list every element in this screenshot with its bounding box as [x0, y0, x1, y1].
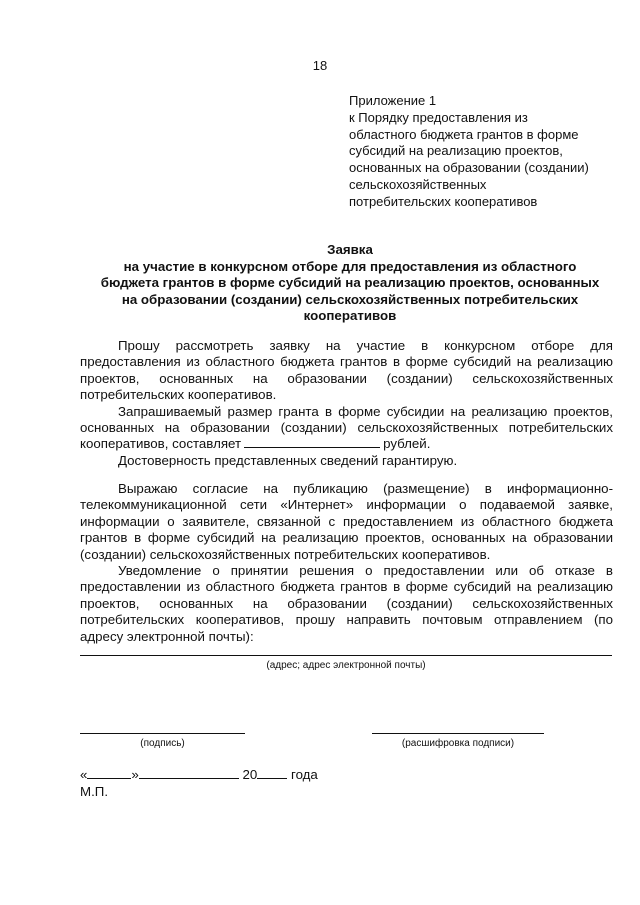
signature-caption: (подпись) — [140, 738, 185, 749]
document-title — [80, 242, 620, 325]
request-section — [80, 338, 613, 469]
appendix-line: основанных на образовании (создании) — [349, 160, 589, 176]
title-heading: Заявка — [327, 242, 373, 257]
day-blank[interactable] — [87, 766, 131, 779]
title-line: бюджета грантов в форме субсидий на реализацию проектов, основанных — [100, 275, 600, 290]
appendix-line: к Порядку предоставления из — [349, 109, 528, 125]
month-blank[interactable] — [139, 766, 239, 779]
address-caption: (адрес; адрес электронной почты) — [266, 660, 426, 671]
notification-paragraph: Уведомление о принятии решения о предоставлении или об отказе в предоставлении из областного бюджета грантов в форме субсидий на реализацию проектов, основанных на образовании (создании) сельскохозяйственных потребительских кооперативов, прошу направить почтовым отправлением (по адресу электронной почты): — [80, 563, 613, 644]
date-line — [80, 766, 318, 782]
appendix-line: Приложение 1 — [349, 93, 437, 108]
title-line: на образовании (создании) сельскохозяйственных потребительских — [121, 291, 579, 307]
grant-amount-paragraph — [80, 404, 613, 453]
appendix-block — [349, 93, 619, 211]
date-close-quote: » — [131, 767, 139, 782]
appendix-line: субсидий на реализацию проектов, — [349, 143, 563, 159]
title-line: кооперативов — [303, 308, 397, 323]
accuracy-paragraph: Достоверность представленных сведений гарантирую. — [118, 452, 458, 468]
address-line[interactable] — [80, 655, 612, 656]
signature-decoding-line[interactable] — [372, 733, 544, 734]
appendix-line: сельскохозяйственных — [349, 176, 487, 192]
consent-section — [80, 481, 613, 645]
stamp-place: М.П. — [80, 784, 109, 799]
page-number: 18 — [312, 58, 328, 73]
signature-line[interactable] — [80, 733, 245, 734]
title-line: на участие в конкурсном отборе для предоставления из областного — [123, 258, 577, 274]
year-word: года — [291, 767, 318, 782]
year-prefix: 20 — [242, 767, 258, 782]
grant-amount-blank[interactable] — [244, 436, 380, 448]
appendix-line: областного бюджета грантов в форме — [349, 126, 579, 142]
currency-text: рублей. — [383, 436, 431, 452]
consent-paragraph: Выражаю согласие на публикацию (размещение) в информационно-телекоммуникационной сети «Интернет» информации о подаваемой заявке, информации о заявителе, связанной с предоставлением из областного бюджета грантов в форме субсидий на реализацию проектов, основанных на образовании (создании) сельскохозяйственных потребительских кооперативов. — [80, 481, 613, 562]
grant-amount-text: Запрашиваемый размер гранта в форме субсидии на реализацию проектов, основанных на образовании (создании) сельскохозяйственных потребительских кооперативов, составляет — [80, 403, 613, 452]
year-blank[interactable] — [257, 766, 287, 779]
request-paragraph: Прошу рассмотреть заявку на участие в конкурсном отборе для предоставления из областного бюджета грантов в форме субсидий на реализацию проектов, основанных на образовании (создании) сельскохозяйственных потребительских кооперативов. — [80, 338, 613, 403]
appendix-line: потребительских кооперативов — [349, 193, 538, 209]
date-open-quote: « — [80, 767, 88, 782]
signature-decoding-caption: (расшифровка подписи) — [401, 738, 515, 749]
